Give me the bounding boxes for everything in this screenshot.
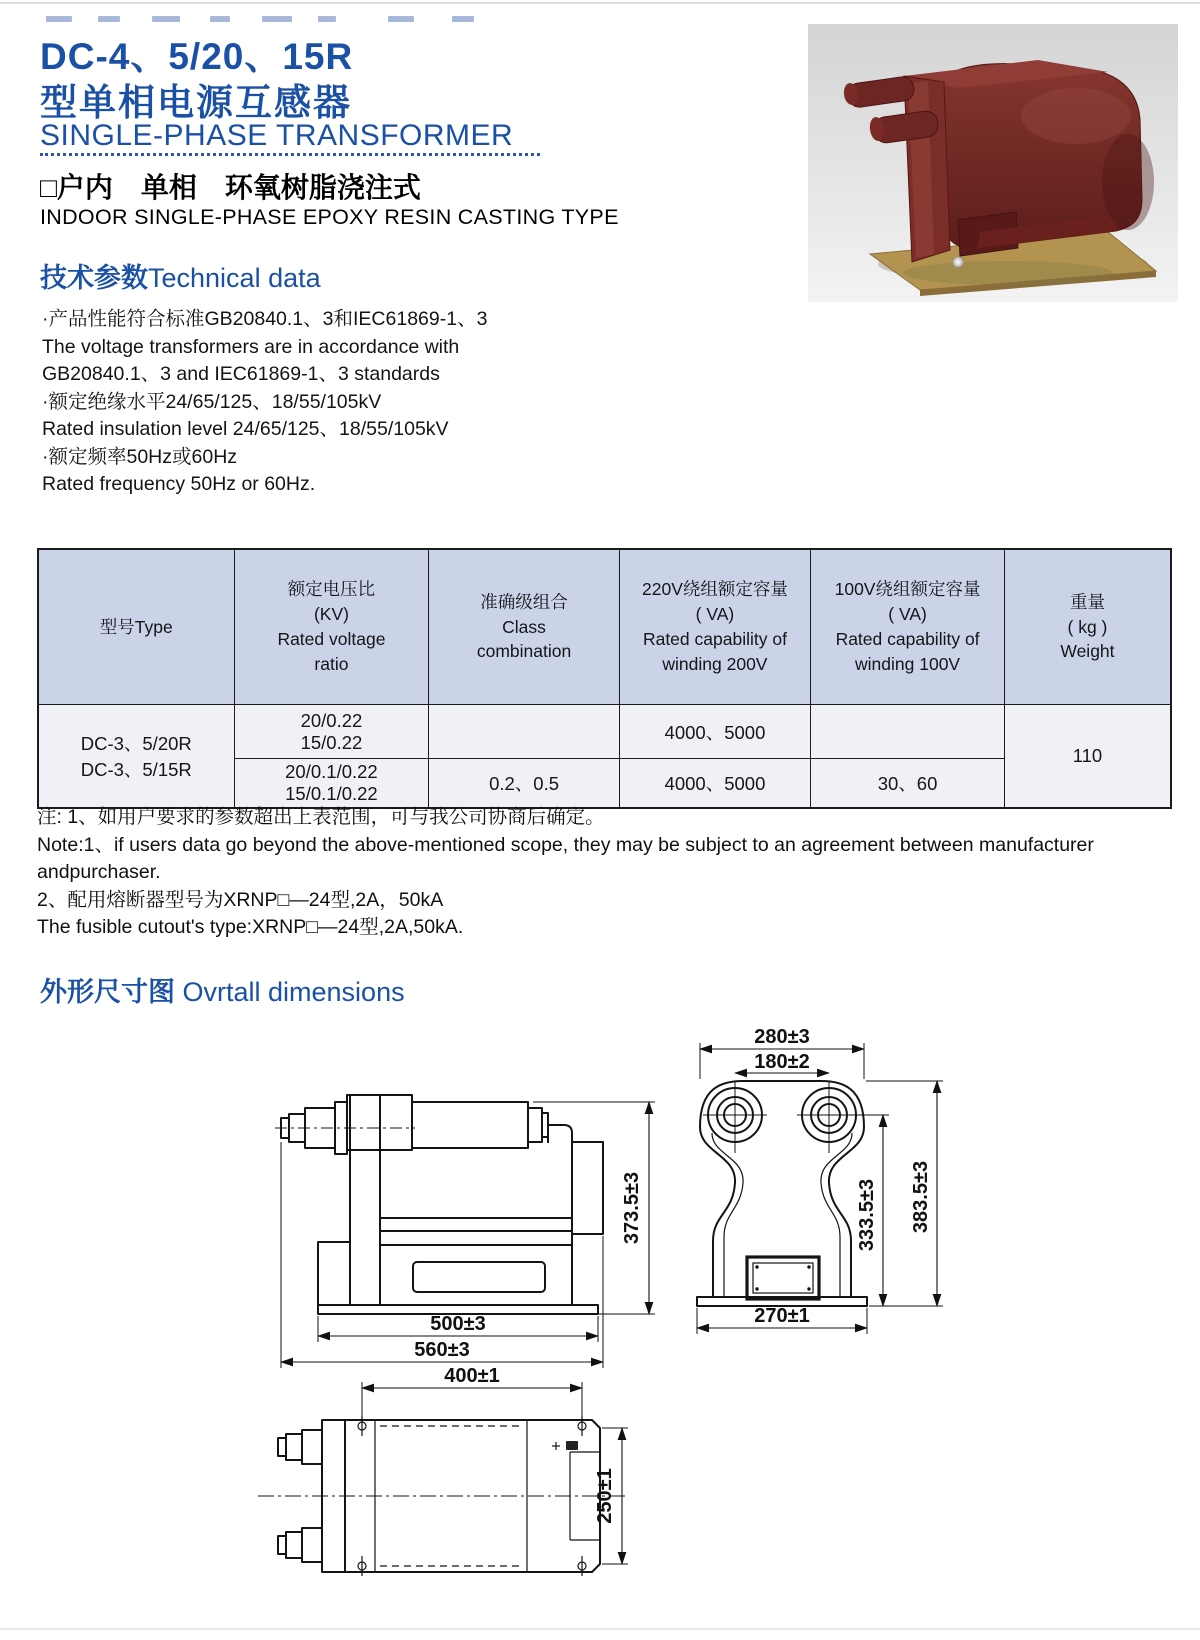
tech-bullet: ·额定绝缘水平24/65/125、18/55/105kV <box>42 390 382 413</box>
dim-label-width-outer: 560±3 <box>414 1339 470 1361</box>
dim-label-width-inner: 500±3 <box>430 1313 486 1335</box>
side-column <box>350 1095 380 1305</box>
col-header-class: 准确级组合 Class combination <box>429 549 619 705</box>
cell-va220-row1: 4000、5000 <box>619 705 810 759</box>
heading-cn: 技术参数 <box>40 263 148 293</box>
top-bushing-upper-tip <box>286 1434 302 1460</box>
dim-label-280: 280±3 <box>754 1026 810 1048</box>
tech-bullet: ·产品性能符合标准GB20840.1、3和IEC61869-1、3 <box>42 308 488 330</box>
tech-bullet: The voltage transformers are in accordance with <box>42 335 460 358</box>
heading-en: Ovrtall dimensions <box>175 977 405 1007</box>
cell-va100-row2: 30、60 <box>811 759 1005 809</box>
note-line: Note:1、if users data go beyond the above-mentioned scope, they may be subject to an agreement between manufacturer <box>37 833 1094 856</box>
page-title-en: SINGLE-PHASE TRANSFORMER <box>40 119 514 152</box>
dim-label-180: 180±2 <box>754 1051 810 1073</box>
tech-bullet: ·额定频率50Hz或60Hz <box>42 445 238 468</box>
side-body-right <box>548 1125 572 1305</box>
side-hv-tip <box>528 1108 542 1142</box>
front-inner-right <box>821 1133 852 1297</box>
scan-smudge <box>152 16 180 22</box>
dim-label-250: 250±1 <box>594 1468 616 1524</box>
col-header-weight: 重量 ( kg ) Weight <box>1004 549 1171 705</box>
col-header-ratio: 额定电压比 (KV) Rated voltage ratio <box>234 549 429 705</box>
subtitle-cn: □户内 单相 环氧树脂浇注式 <box>40 172 421 203</box>
photo-shading <box>1102 134 1154 230</box>
front-nameplate-screw <box>755 1287 758 1290</box>
scan-smudge <box>318 16 336 22</box>
side-view-drawing <box>255 1022 665 1372</box>
cell-class-row2: 0.2、0.5 <box>429 759 619 809</box>
note-line: The fusible cutout's type:XRNP□—24型,2A,50kA. <box>37 916 464 938</box>
col-header-va220: 220V绕组额定容量 ( VA) Rated capability of winding 200V <box>619 549 810 705</box>
heading-en: Technical data <box>148 263 321 293</box>
dim-label-383: 383.5±3 <box>910 1160 932 1234</box>
scan-smudge <box>98 16 120 22</box>
cell-weight: 110 <box>1004 705 1171 809</box>
subtitle-en: INDOOR SINGLE-PHASE EPOXY RESIN CASTING TYPE <box>40 205 619 229</box>
side-right-panel <box>572 1142 603 1234</box>
top-bushing-lower-mid <box>302 1528 322 1562</box>
spec-table-wrap <box>37 548 1172 809</box>
scan-smudge <box>262 16 292 22</box>
note-line: andpurchaser. <box>37 861 161 883</box>
front-inner-left <box>712 1133 743 1297</box>
front-side-left <box>700 1127 735 1297</box>
top-bolt <box>566 1441 578 1450</box>
product-photo <box>808 24 1178 302</box>
note-line: 注: 1、如用户要求的参数超出上表范围，可与我公司协商后确定。 <box>37 806 605 828</box>
dim-label-270: 270±1 <box>754 1305 810 1327</box>
front-view-drawing <box>645 985 975 1345</box>
top-bushing-lower-tip2 <box>278 1536 286 1554</box>
dim-label-333: 333.5±3 <box>856 1178 878 1252</box>
cell-va220-row2: 4000、5000 <box>619 759 810 809</box>
cell-va100-row1 <box>811 705 1005 759</box>
page-bottom-rule <box>0 1628 1200 1630</box>
front-nameplate-screw <box>807 1265 810 1268</box>
top-bushing-upper-tip2 <box>278 1438 286 1456</box>
dim-label-400: 400±1 <box>444 1365 500 1387</box>
note-line: 2、配用熔断器型号为XRNP□—24型,2A，50kA <box>37 888 444 911</box>
photo-highlight <box>1021 88 1131 144</box>
page-top-rule <box>0 2 1200 4</box>
section-heading-technical-data <box>40 256 321 295</box>
dim-label-height: 373.5±3 <box>621 1171 643 1245</box>
heading-cn: 外形尺寸图 <box>40 977 175 1007</box>
cell-ratio-row1: 20/0.22 15/0.22 <box>234 705 429 759</box>
front-nameplate-screw <box>755 1265 758 1268</box>
tech-bullet: GB20840.1、3 and IEC61869-1、3 standards <box>42 363 440 385</box>
scan-smudge <box>388 16 414 22</box>
cell-type: DC-3、5/20R DC-3、5/15R <box>38 705 234 809</box>
page-title-model: DC-4、5/20、15R <box>40 36 354 77</box>
scan-smudge <box>46 16 72 22</box>
side-nameplate <box>413 1262 545 1292</box>
side-foot <box>318 1242 350 1305</box>
cell-ratio-row2: 20/0.1/0.22 15/0.1/0.22 <box>234 759 429 809</box>
front-nameplate-screw <box>807 1287 810 1290</box>
cell-class-row1 <box>429 705 619 759</box>
spec-table <box>37 548 1172 809</box>
photo-bolt-head <box>956 260 961 265</box>
col-header-va100: 100V绕组额定容量 ( VA) Rated capability of winding 100V <box>811 549 1005 705</box>
top-bushing-lower-tip <box>286 1532 302 1558</box>
dotted-separator <box>40 153 540 156</box>
top-view-drawing <box>250 1352 650 1622</box>
top-bushing-upper-mid <box>302 1430 322 1464</box>
side-hv-cylinder <box>412 1102 528 1148</box>
technical-data-list <box>42 306 487 499</box>
page-title-cn: 型单相电源互感器 <box>40 82 352 123</box>
section-heading-dimensions <box>40 970 405 1009</box>
scan-smudge <box>210 16 230 22</box>
photo-base-tint <box>903 261 1113 285</box>
tech-bullet: Rated insulation level 24/65/125、18/55/105kV <box>42 418 449 440</box>
notes-block <box>37 804 1094 942</box>
front-nameplate-inner <box>753 1263 813 1293</box>
col-header-type: 型号Type <box>38 549 234 705</box>
scan-smudge <box>452 16 474 22</box>
tech-bullet: Rated frequency 50Hz or 60Hz. <box>42 473 316 495</box>
